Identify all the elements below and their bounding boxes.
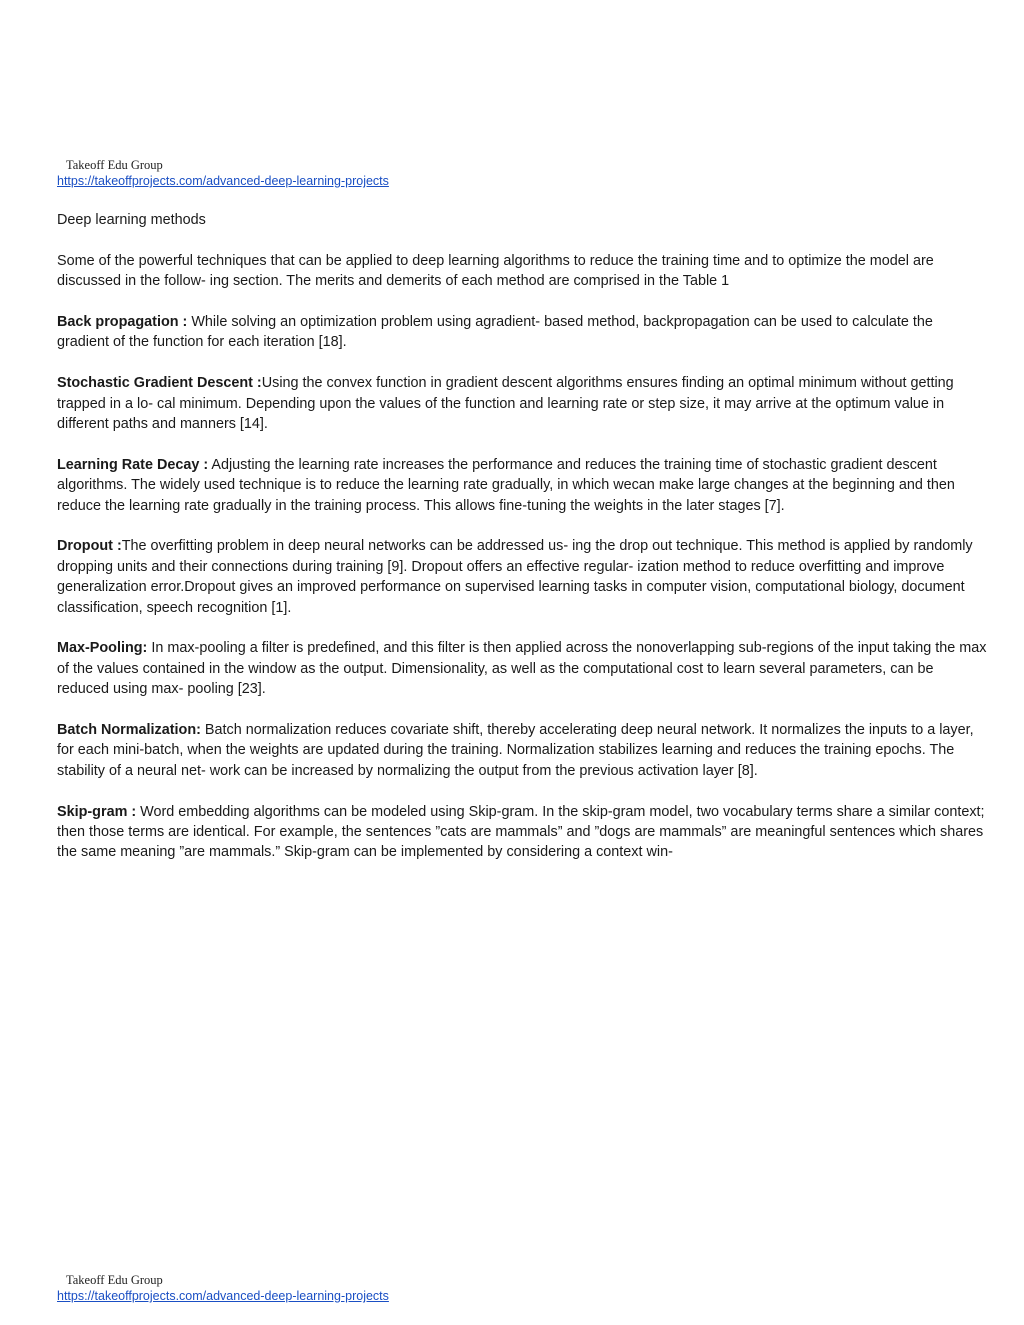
footer-org-name: Takeoff Edu Group bbox=[66, 1273, 163, 1287]
method-batch-normalization bbox=[57, 720, 987, 781]
method-term: Stochastic Gradient Descent : bbox=[57, 375, 262, 392]
method-max-pooling bbox=[57, 638, 987, 699]
method-description: In max-pooling a filter is predefined, and this filter is then applied across the nonoverlapping sub-regions of the input taking the max of the values contained in the window as the output. Dimensionality, as well as the computational cost to learn several parameters, can be reduced using max- pooling [23]. bbox=[57, 640, 987, 698]
footer-link[interactable]: https://takeoffprojects.com/advanced-deep-learning-projects bbox=[57, 1289, 389, 1303]
method-description: Using the convex function in gradient descent algorithms ensures finding an optimal minimum without getting trapped in a lo- cal minimum. Depending upon the values of the function and learning rate or step size, it may arrive at the optimum value in different paths and manners [14]. bbox=[57, 375, 954, 433]
document-body bbox=[57, 210, 987, 883]
method-back-propagation bbox=[57, 312, 987, 353]
page-header bbox=[57, 158, 389, 189]
method-stochastic-gradient-descent bbox=[57, 373, 987, 434]
header-link[interactable]: https://takeoffprojects.com/advanced-deep-learning-projects bbox=[57, 174, 389, 188]
method-description: While solving an optimization problem using agradient- based method, backpropagation can be used to calculate the gradient of the function for each iteration [18]. bbox=[57, 314, 933, 351]
method-learning-rate-decay bbox=[57, 455, 987, 516]
method-term: Back propagation : bbox=[57, 314, 188, 330]
method-description: Batch normalization reduces covariate shift, thereby accelerating deep neural network. It normalizes the inputs to a layer, for each mini-batch, when the weights are updated during the training. Normalization stabilizes learning and reduces the training epochs. The stability of a neural net- work can be increased by normalizing the output from the previous activation layer [8]. bbox=[57, 722, 974, 779]
intro-paragraph: Some of the powerful techniques that can be applied to deep learning algorithms to reduce the training time and to optimize the model are discussed in the follow- ing section. The merits and demerits of each method are comprised in the Table 1 bbox=[57, 252, 934, 290]
method-term: Dropout : bbox=[57, 538, 122, 555]
method-description: The overfitting problem in deep neural networks can be addressed us- ing the drop out technique. This method is applied by randomly dropping units and their connections during training [9]. Dropout offers an effective regular- ization method to reduce overfitting and improve generalization error.Dropout gives an improved performance on supervised learning tasks in computer vision, computational biology, document classification, speech recognition [1]. bbox=[57, 538, 973, 616]
method-description: Adjusting the learning rate increases the performance and reduces the training time of stochastic gradient descent algorithms. The widely used technique is to reduce the learning rate gradually, in which wecan make large changes at the beginning and then reduce the learning rate gradually in the training process. This allows fine-tuning the weights in the later stages [7]. bbox=[57, 456, 955, 514]
section-heading: Deep learning methods bbox=[57, 212, 206, 228]
method-description: Word embedding algorithms can be modeled using Skip-gram. In the skip-gram model, two vocabulary terms share a similar context; then those terms are identical. For example, the sentences ”cats are mammals” and ”dogs are mammals” are meaningful sentences which shares the same meaning ”are mammals.” Skip-gram can be implemented by considering a context win- bbox=[57, 803, 985, 861]
method-skip-gram bbox=[57, 802, 987, 863]
header-org-name: Takeoff Edu Group bbox=[66, 158, 163, 172]
method-term: Skip-gram : bbox=[57, 803, 137, 820]
method-term: Batch Normalization: bbox=[57, 722, 201, 739]
page-footer bbox=[57, 1273, 389, 1304]
method-dropout bbox=[57, 536, 987, 618]
method-term: Learning Rate Decay : bbox=[57, 456, 209, 473]
method-term: Max-Pooling: bbox=[57, 640, 148, 657]
